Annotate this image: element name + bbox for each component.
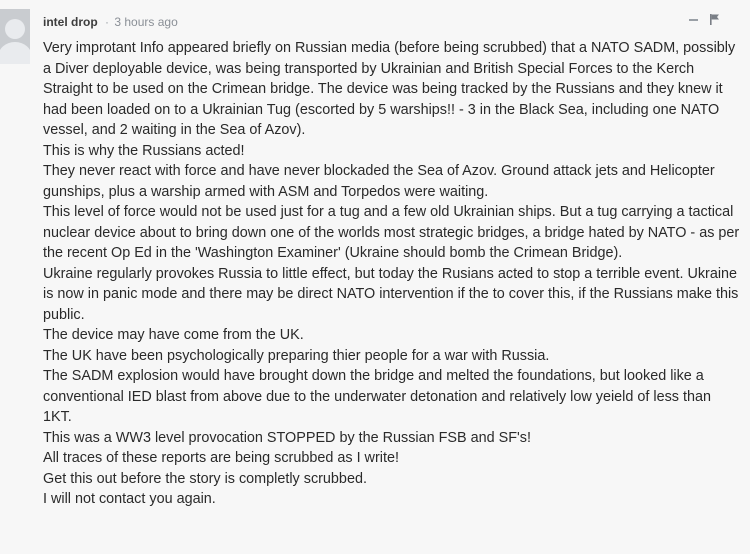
comment-header (43, 14, 178, 30)
comment-paragraph-6: The device may have come from the UK. (43, 327, 304, 343)
comment-paragraph-11: Get this out before the story is completly scrubbed. (43, 470, 367, 487)
user-avatar[interactable] (0, 9, 30, 64)
comment-timestamp[interactable]: 3 hours ago (114, 15, 178, 29)
comment-paragraph-12: I will not contact you again. (43, 491, 216, 507)
comment-paragraph-7: The UK have been psychologically preparing thier people for a war with Russia. (43, 347, 550, 364)
avatar-shoulders-shape (0, 42, 30, 64)
comment-paragraph-3: They never react with force and have never blockaded the Sea of Azov. Ground attack jets and Helicopter gunships, plus a warship armed with ASM and Torpedos were waiting. (43, 163, 715, 200)
avatar-head-shape (5, 19, 25, 39)
comment-paragraph-5: Ukraine regularly provokes Russia to little effect, but today the Rusians acted to stop a terrible event. Ukraine is now in panic mode and there may be direct NATO intervention if the to cover this, if the Russians make this public. (43, 265, 739, 323)
header-separator: · (105, 15, 110, 29)
comment-body (43, 38, 743, 510)
comment-paragraph-9: This was a WW3 level provocation STOPPED by the Russian FSB and SF's! (43, 429, 531, 446)
comment-paragraph-2: This is why the Russians acted! (43, 142, 245, 159)
flag-icon[interactable] (710, 14, 720, 25)
comment-paragraph-1: Very improtant Info appeared briefly on Russian media (before being scrubbed) that a NATO SADM, possibly a Diver deployable device, was being transported by Ukrainian and British Special Forces to the Kerch Straight to be used on the Crimean bridge. The device was being tracked by the Russians and they knew it had been loaded on to a Ukrainian Tug (escorted by 5 warships!! - 3 in the Black Sea, including one NATO vessel, and 2 waiting in the Sea of Azov). (43, 40, 736, 138)
comment-paragraph-8: The SADM explosion would have brought down the bridge and melted the foundations, but looked like a conventional IED blast from above due to the underwater detonation and relatively low yeield of less than 1KT. (43, 368, 711, 425)
comment-paragraph-4: This level of force would not be used just for a tug and a few old Ukrainian ships. But a tug carrying a tactical nuclear device about to bring down one of the worlds most strategic bridges, a bridge hated by NATO - as per the recent Op Ed in the 'Washington Examiner' (Ukraine should bomb the Crimean Bridge). (43, 204, 740, 261)
comment-controls (689, 14, 720, 25)
collapse-minus-icon[interactable] (689, 19, 698, 21)
comment-author[interactable]: intel drop (43, 15, 98, 29)
comment-paragraph-10: All traces of these reports are being scrubbed as I write! (43, 450, 399, 466)
